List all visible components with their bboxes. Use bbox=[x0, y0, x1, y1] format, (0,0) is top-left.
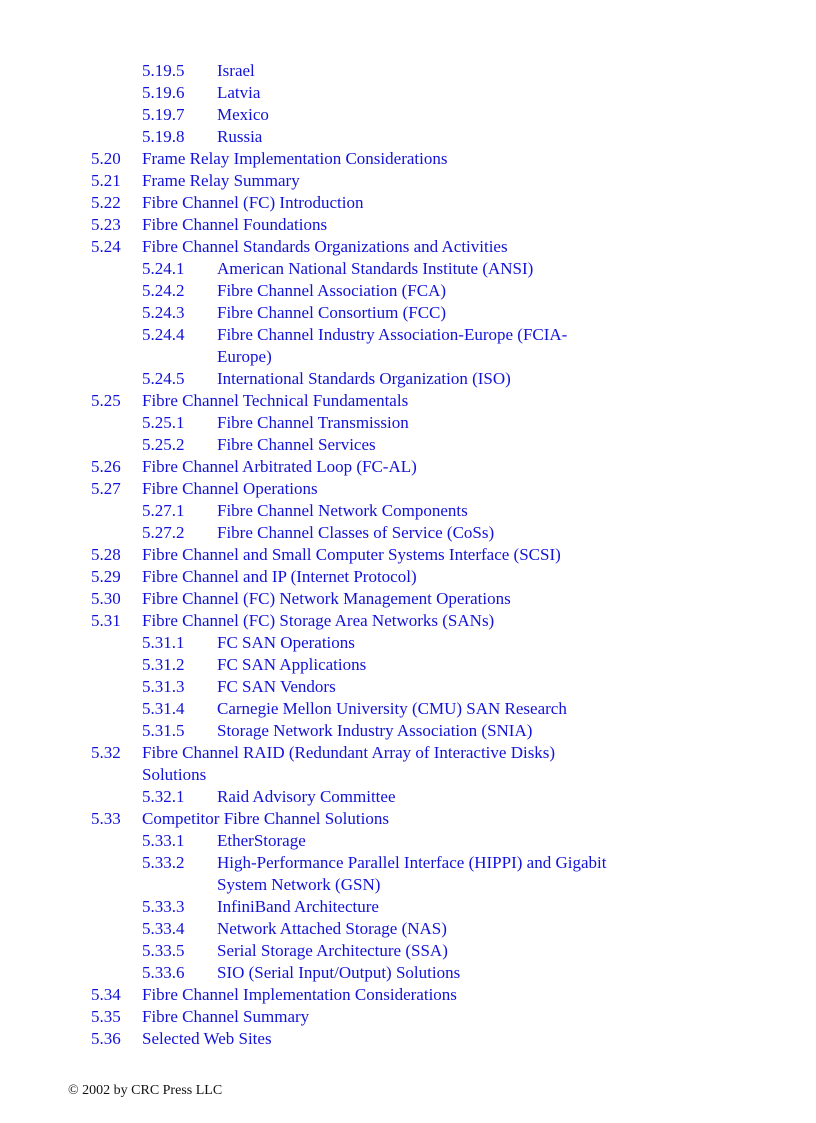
toc-entry-title[interactable]: Fibre Channel Operations bbox=[142, 479, 318, 498]
toc-entry[interactable] bbox=[0, 830, 816, 852]
toc-entry[interactable] bbox=[0, 390, 816, 412]
toc-entry[interactable] bbox=[0, 104, 816, 126]
toc-entry[interactable] bbox=[0, 698, 816, 720]
toc-entry-title[interactable]: Competitor Fibre Channel Solutions bbox=[142, 809, 389, 828]
toc-entry-title[interactable]: InfiniBand Architecture bbox=[217, 897, 379, 916]
toc-entry-title[interactable]: Fibre Channel Foundations bbox=[142, 215, 328, 234]
toc-entry[interactable] bbox=[0, 786, 816, 808]
toc-entry-number: 5.32.1 bbox=[142, 787, 185, 806]
toc-entry[interactable] bbox=[0, 808, 816, 830]
toc-entry-number: 5.27 bbox=[91, 479, 121, 498]
toc-entry-title[interactable]: Fibre Channel Arbitrated Loop (FC-AL) bbox=[142, 457, 417, 476]
table-of-contents bbox=[0, 60, 816, 1050]
toc-entry-title[interactable]: Fibre Channel Standards Organizations and Activities bbox=[142, 237, 508, 256]
toc-entry-number: 5.24 bbox=[91, 237, 121, 256]
toc-entry[interactable] bbox=[0, 214, 816, 236]
toc-entry[interactable] bbox=[0, 940, 816, 962]
toc-entry[interactable] bbox=[0, 324, 816, 368]
toc-entry-title[interactable]: Fibre Channel (FC) Network Management Operations bbox=[142, 589, 511, 608]
toc-entry[interactable] bbox=[0, 500, 816, 522]
toc-entry-number: 5.22 bbox=[91, 193, 121, 212]
toc-entry-title[interactable]: Fibre Channel Technical Fundamentals bbox=[142, 391, 409, 410]
toc-entry[interactable] bbox=[0, 522, 816, 544]
toc-entry[interactable] bbox=[0, 676, 816, 698]
toc-entry-title[interactable]: Carnegie Mellon University (CMU) SAN Research bbox=[217, 699, 567, 718]
toc-entry[interactable] bbox=[0, 170, 816, 192]
toc-entry-title[interactable]: FC SAN Vendors bbox=[217, 677, 336, 696]
toc-entry-title[interactable]: High-Performance Parallel Interface (HIPPI) and Gigabit System Network (GSN) bbox=[217, 853, 607, 894]
toc-entry-number: 5.28 bbox=[91, 545, 121, 564]
toc-entry[interactable] bbox=[0, 82, 816, 104]
toc-entry-title[interactable]: Frame Relay Implementation Considerations bbox=[142, 149, 448, 168]
toc-entry-number: 5.31 bbox=[91, 611, 121, 630]
toc-entry-number: 5.19.7 bbox=[142, 105, 185, 124]
toc-entry[interactable] bbox=[0, 742, 816, 786]
toc-entry-number: 5.33 bbox=[91, 809, 121, 828]
toc-entry-number: 5.32 bbox=[91, 743, 121, 762]
toc-entry[interactable] bbox=[0, 984, 816, 1006]
toc-entry[interactable] bbox=[0, 456, 816, 478]
toc-entry-number: 5.27.1 bbox=[142, 501, 185, 520]
toc-entry-title[interactable]: Fibre Channel Association (FCA) bbox=[217, 281, 447, 300]
toc-entry-number: 5.27.2 bbox=[142, 523, 185, 542]
toc-entry-number: 5.36 bbox=[91, 1029, 121, 1048]
copyright-footer: © 2002 by CRC Press LLC bbox=[68, 1083, 223, 1098]
toc-entry[interactable] bbox=[0, 1006, 816, 1028]
toc-entry-title[interactable]: FC SAN Applications bbox=[217, 655, 367, 674]
toc-entry[interactable] bbox=[0, 654, 816, 676]
toc-entry-title[interactable]: Serial Storage Architecture (SSA) bbox=[217, 941, 448, 960]
toc-entry-number: 5.33.5 bbox=[142, 941, 185, 960]
toc-entry[interactable] bbox=[0, 236, 816, 258]
toc-entry-number: 5.19.6 bbox=[142, 83, 185, 102]
toc-entry[interactable] bbox=[0, 60, 816, 82]
toc-entry-number: 5.33.2 bbox=[142, 853, 185, 872]
toc-entry[interactable] bbox=[0, 610, 816, 632]
toc-entry-number: 5.24.2 bbox=[142, 281, 185, 300]
toc-entry-title[interactable]: Fibre Channel Services bbox=[217, 435, 376, 454]
toc-entry[interactable] bbox=[0, 280, 816, 302]
toc-entry-number: 5.33.6 bbox=[142, 963, 185, 982]
toc-entry-title[interactable]: FC SAN Operations bbox=[217, 633, 355, 652]
toc-entry[interactable] bbox=[0, 258, 816, 280]
toc-entry[interactable] bbox=[0, 302, 816, 324]
toc-entry-title[interactable]: Fibre Channel (FC) Storage Area Networks (SANs) bbox=[142, 611, 495, 630]
toc-entry[interactable] bbox=[0, 148, 816, 170]
toc-entry-title[interactable]: Fibre Channel Implementation Considerations bbox=[142, 985, 457, 1004]
toc-entry-number: 5.31.4 bbox=[142, 699, 185, 718]
toc-entry-number: 5.23 bbox=[91, 215, 121, 234]
toc-entry-title[interactable]: Fibre Channel (FC) Introduction bbox=[142, 193, 364, 212]
toc-entry-title[interactable]: Fibre Channel and IP (Internet Protocol) bbox=[142, 567, 417, 586]
toc-entry-number: 5.34 bbox=[91, 985, 121, 1004]
toc-entry-number: 5.24.1 bbox=[142, 259, 185, 278]
toc-entry-title[interactable]: International Standards Organization (ISO) bbox=[217, 369, 511, 388]
toc-entry-number: 5.33.1 bbox=[142, 831, 185, 850]
toc-entry-title[interactable]: EtherStorage bbox=[217, 831, 306, 850]
toc-entry-number: 5.31.5 bbox=[142, 721, 185, 740]
toc-entry[interactable] bbox=[0, 192, 816, 214]
toc-entry-number: 5.20 bbox=[91, 149, 121, 168]
toc-entry-title[interactable]: Frame Relay Summary bbox=[142, 171, 300, 190]
toc-entry[interactable] bbox=[0, 896, 816, 918]
toc-entry[interactable] bbox=[0, 588, 816, 610]
toc-entry[interactable] bbox=[0, 368, 816, 390]
toc-entry-number: 5.19.5 bbox=[142, 61, 185, 80]
toc-entry-number: 5.26 bbox=[91, 457, 121, 476]
toc-entry-title[interactable]: Russia bbox=[217, 127, 263, 146]
toc-entry-title[interactable]: Network Attached Storage (NAS) bbox=[217, 919, 447, 938]
toc-entry-number: 5.33.4 bbox=[142, 919, 185, 938]
toc-entry-number: 5.25.1 bbox=[142, 413, 185, 432]
toc-entry-title[interactable]: Fibre Channel Network Components bbox=[217, 501, 468, 520]
toc-entry-title[interactable]: Israel bbox=[217, 61, 255, 80]
toc-entry[interactable] bbox=[0, 126, 816, 148]
toc-entry-number: 5.24.4 bbox=[142, 325, 185, 344]
toc-entry-number: 5.24.3 bbox=[142, 303, 185, 322]
toc-entry-number: 5.31.1 bbox=[142, 633, 185, 652]
toc-entry[interactable] bbox=[0, 566, 816, 588]
toc-entry[interactable] bbox=[0, 478, 816, 500]
toc-entry-title[interactable]: Fibre Channel Classes of Service (CoSs) bbox=[217, 523, 495, 542]
toc-entry-title[interactable]: Fibre Channel and Small Computer Systems Interface (SCSI) bbox=[142, 545, 561, 564]
toc-entry-title[interactable]: Fibre Channel Summary bbox=[142, 1007, 310, 1026]
toc-entry-number: 5.33.3 bbox=[142, 897, 185, 916]
toc-entry-number: 5.29 bbox=[91, 567, 121, 586]
toc-entry-title[interactable]: Fibre Channel Industry Association-Europe (FCIA-Europe) bbox=[217, 325, 568, 366]
toc-entry-number: 5.25 bbox=[91, 391, 121, 410]
toc-entry-number: 5.25.2 bbox=[142, 435, 185, 454]
toc-entry[interactable] bbox=[0, 962, 816, 984]
toc-entry-number: 5.31.2 bbox=[142, 655, 185, 674]
toc-entry-title[interactable]: Mexico bbox=[217, 105, 269, 124]
toc-entry-title[interactable]: Fibre Channel Transmission bbox=[217, 413, 409, 432]
toc-entry-number: 5.35 bbox=[91, 1007, 121, 1026]
toc-entry-title[interactable]: Raid Advisory Committee bbox=[217, 787, 396, 806]
toc-entry[interactable] bbox=[0, 852, 816, 896]
toc-entry-title[interactable]: Latvia bbox=[217, 83, 261, 102]
toc-entry[interactable] bbox=[0, 1028, 816, 1050]
toc-entry[interactable] bbox=[0, 434, 816, 456]
toc-entry-title[interactable]: Storage Network Industry Association (SNIA) bbox=[217, 721, 533, 740]
toc-entry[interactable] bbox=[0, 412, 816, 434]
toc-entry-title[interactable]: American National Standards Institute (ANSI) bbox=[217, 259, 534, 278]
toc-entry[interactable] bbox=[0, 632, 816, 654]
toc-entry-title[interactable]: SIO (Serial Input/Output) Solutions bbox=[217, 963, 461, 982]
toc-entry-number: 5.30 bbox=[91, 589, 121, 608]
toc-entry[interactable] bbox=[0, 544, 816, 566]
toc-entry-title[interactable]: Selected Web Sites bbox=[142, 1029, 272, 1048]
toc-entry-number: 5.24.5 bbox=[142, 369, 185, 388]
toc-entry[interactable] bbox=[0, 720, 816, 742]
toc-entry-number: 5.19.8 bbox=[142, 127, 185, 146]
toc-entry[interactable] bbox=[0, 918, 816, 940]
toc-entry-title[interactable]: Fibre Channel RAID (Redundant Array of Interactive Disks) Solutions bbox=[142, 743, 556, 784]
toc-entry-number: 5.31.3 bbox=[142, 677, 185, 696]
toc-entry-title[interactable]: Fibre Channel Consortium (FCC) bbox=[217, 303, 447, 322]
toc-entry-number: 5.21 bbox=[91, 171, 121, 190]
